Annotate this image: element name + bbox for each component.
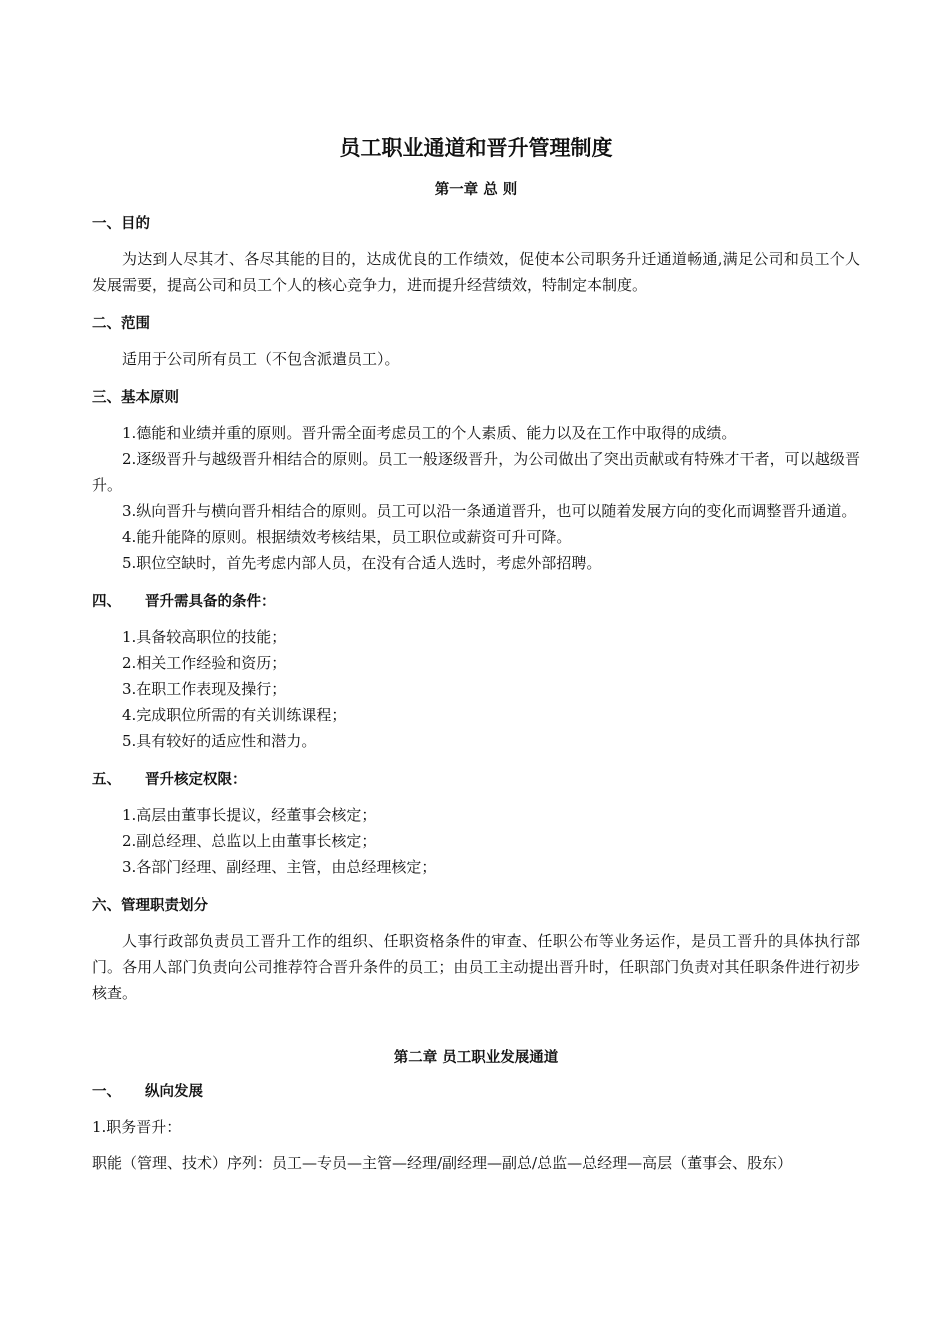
authority-item: 1.高层由董事长提议，经董事会核定； — [122, 806, 377, 824]
section-heading-text: 晋升核定权限： — [145, 772, 247, 788]
principle-item: 5.职位空缺时，首先考虑内部人员，在没有合适人选时，考虑外部招聘。 — [122, 554, 602, 572]
career-path-line: 职能（管理、技术）序列：员工—专员—主管—经理/副经理—副总/总监—总经理—高层（董事会、股东） — [92, 1154, 793, 1172]
section-scope-text: 适用于公司所有员工（不包含派遣员工）。 — [122, 350, 400, 368]
subsection-title: 1.职务晋升： — [92, 1118, 182, 1136]
document-title: 员工职业通道和晋升管理制度 — [339, 136, 613, 160]
section-principles-heading: 三、基本原则 — [92, 390, 179, 406]
section-number: 五、 — [92, 772, 121, 788]
section-purpose-heading: 一、目的 — [92, 216, 150, 232]
authority-item: 2.副总经理、总监以上由董事长核定； — [122, 832, 377, 850]
section-conditions-heading — [92, 590, 860, 614]
section-scope-heading: 二、范围 — [92, 316, 150, 332]
condition-item: 2.相关工作经验和资历； — [122, 654, 287, 672]
section-responsibilities-heading: 六、管理职责划分 — [92, 898, 208, 914]
condition-item: 4.完成职位所需的有关训练课程； — [122, 706, 347, 724]
condition-item: 1.具备较高职位的技能； — [122, 628, 287, 646]
section-heading-text: 晋升需具备的条件： — [145, 594, 276, 610]
condition-item: 5.具有较好的适应性和潜力。 — [122, 732, 317, 750]
section-purpose-text: 为达到人尽其才、各尽其能的目的，达成优良的工作绩效，促使本公司职务升迁通道畅通,满足公司和员工个人发展需要，提高公司和员工个人的核心竞争力，进而提升经营绩效，特制定本制度。 — [92, 250, 860, 294]
principle-item: 3.纵向晋升与横向晋升相结合的原则。员工可以沿一条通道晋升，也可以随着发展方向的变化而调整晋升通道。 — [122, 502, 857, 520]
section-heading-text: 纵向发展 — [145, 1084, 203, 1100]
section-responsibilities-text: 人事行政部负责员工晋升工作的组织、任职资格条件的审查、任职公布等业务运作，是员工晋升的具体执行部门。各用人部门负责向公司推荐符合晋升条件的员工；由员工主动提出晋升时，任职部门负责对其任职条件进行初步核查。 — [92, 932, 860, 1002]
authority-item: 3.各部门经理、副经理、主管，由总经理核定； — [122, 858, 437, 876]
principle-item: 2.逐级晋升与越级晋升相结合的原则。员工一般逐级晋升，为公司做出了突出贡献或有特殊才干者，可以越级晋升。 — [92, 450, 860, 494]
document-page — [92, 128, 860, 1176]
chapter-2-title: 第二章 员工职业发展通道 — [393, 1050, 559, 1066]
condition-item: 3.在职工作表现及操行； — [122, 680, 287, 698]
section-authority-heading — [92, 768, 860, 792]
section-number: 一、 — [92, 1084, 121, 1100]
principle-item: 1.德能和业绩并重的原则。晋升需全面考虑员工的个人素质、能力以及在工作中取得的成绩。 — [122, 424, 737, 442]
principle-item: 4.能升能降的原则。根据绩效考核结果，员工职位或薪资可升可降。 — [122, 528, 572, 546]
section-vertical-heading — [92, 1080, 860, 1104]
section-number: 四、 — [92, 594, 121, 610]
chapter-1-title: 第一章 总 则 — [434, 182, 518, 198]
